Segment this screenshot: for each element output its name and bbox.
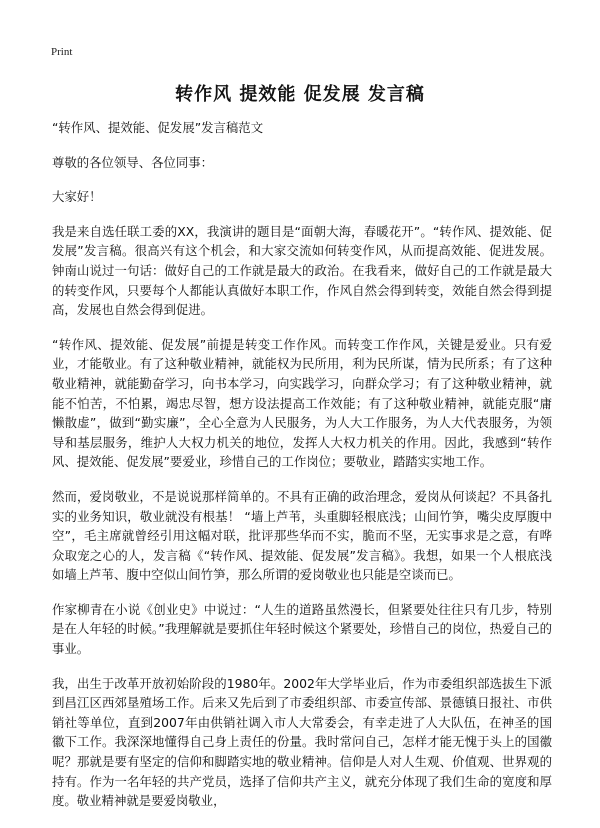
document-subtitle: “转作风、提效能、促发展”发言稿范文 <box>52 120 264 135</box>
print-link[interactable]: Print <box>51 46 73 58</box>
document-title: 转作风 提效能 促发展 发言稿 <box>175 84 425 105</box>
paragraph-2: “转作风、提效能、促发展”前提是转变工作作风。而转变工作作风，关键是爱业。只有爱业，才能敬业。有了这种敬业精神，就能权为民所用，利为民所谋，情为民所系；有了这种敬业精神，就能勤奋学习，向书本学习，向实践学习，向群众学习；有了这种敬业精神，就能不怕苦，不怕累，竭忠尽智，想方设法提高工作效能；有了这种敬业精神，就能克服“庸懒散虚”，做到“勤实廉”，全心全意为人民服务，为人大工作服务，为人大代表服务，为领导和基层服务，维护人大权力机关的地位，发挥人大权力机关的作用。因此，我感到“转作风、提效能、促发展”要爱业，珍惜自己的工作岗位；要敬业，踏踏实实地工作。 <box>52 336 552 470</box>
paragraph-3: 然而，爱岗敬业，不是说说那样简单的。不具有正确的政治理念，爱岗从何谈起？不具备扎实的业务知识，敬业就没有根基！ “墙上芦苇，头重脚轻根底浅；山间竹笋，嘴尖皮厚腹中空”，毛主席就曾经引用这幅对联，批评那些华而不实，脆而不坚，无实事求是之意，有哗众取宠之心的人，发言稿《“转作风、提效能、促发展”发言稿》。我想，如果一个人根底浅如墙上芦苇、腹中空似山间竹笋，那么所谓的爱岗敬业也只能是空谈而已。 <box>52 488 552 583</box>
paragraph-4: 作家柳青在小说《创业史》中说过：“人生的道路虽然漫长，但紧要处往往只有几步，特别是在人年轻的时候。”我理解就是要抓住年轻时候这个紧要处，珍惜自己的岗位，热爱自己的事业。 <box>52 601 552 657</box>
paragraph-5: 我，出生于改革开放初始阶段的1980年。2002年大学毕业后，作为市委组织部选拔生下派到昌江区西郊垦殖场工作。后来又先后到了市委组织部、市委宣传部、景德镇日报社、市供销社等单位，直到2007年由供销社调入市人大常委会，有幸走进了人大队伍，在神圣的国徽下工作。我深深地懂得自己身上责任的份量。我时常问自己，怎样才能无愧于头上的国徽呢？那就是要有坚定的信仰和脚踏实地的敬业精神。信仰是人对人生观、价值观、世界观的持有。作为一名年轻的共产党员，选择了信仰共产主义，就充分体现了我们生命的宽度和厚度。敬业精神就是要爱岗敬业， <box>52 675 552 809</box>
paragraph-1: 我是来自选任联工委的XX，我演讲的题目是“面朝大海，春暖花开”。“转作风、提效能、促发展”发言稿。很高兴有这个机会，和大家交流如何转变作风，从而提高效能、促进发展。钟南山说过一句话：做好自己的工作就是最大的政治。在我看来，做好自己的工作就是最大的转变作风，只要每个人都能认真做好本职工作，作风自然会得到转变，效能自然会得到提高，发展也自然会得到促进。 <box>52 223 552 318</box>
document-body <box>52 118 552 826</box>
salutation: 尊敬的各位领导、各位同事： <box>52 154 214 170</box>
greeting: 大家好！ <box>52 189 102 205</box>
